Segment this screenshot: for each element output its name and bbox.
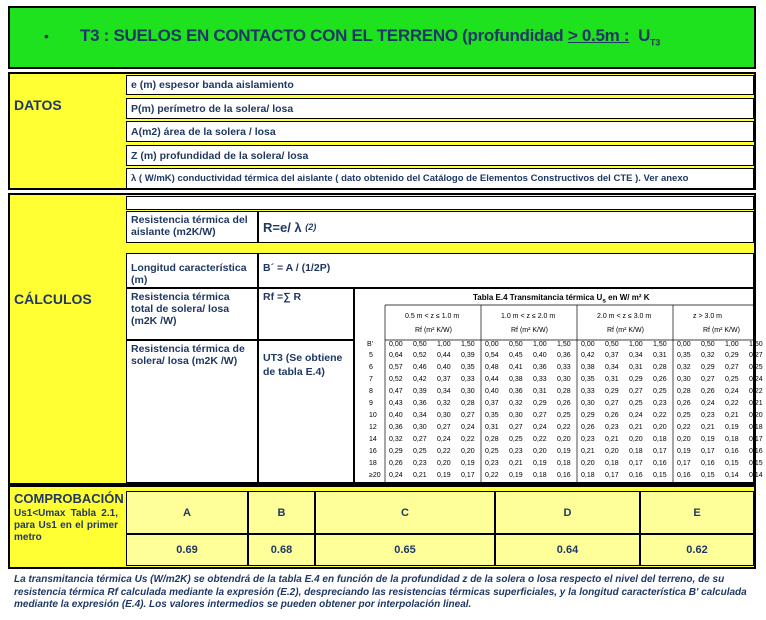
tabla-rf-value: 1,50 <box>557 341 571 348</box>
datos-row-conductividad: λ ( W/mK) conductividad térmica del aislante ( dato obtenido del Catálogo de Elementos Constructivos del CTE ). Ver anexo <box>126 168 754 189</box>
tabla-rf-value: 0,50 <box>509 341 523 348</box>
tabla-cell: 0,39 <box>413 388 427 395</box>
tabla-rf-value: 0,50 <box>413 341 427 348</box>
tabla-cell: 0,21 <box>749 400 763 407</box>
tabla-cell: 0,40 <box>437 364 451 371</box>
tabla-cell: 0,18 <box>557 460 571 467</box>
tabla-cell: 0,20 <box>557 436 571 443</box>
tabla-cell: 0,34 <box>629 352 643 359</box>
tabla-b-value: 18 <box>369 460 377 467</box>
tabla-cell: 0,14 <box>725 472 739 479</box>
tabla-cell: 0,27 <box>461 412 475 419</box>
tabla-cell: 0,20 <box>461 448 475 455</box>
tabla-rf-value: 1,00 <box>437 341 451 348</box>
tabla-cell: 0,36 <box>389 424 403 431</box>
tabla-cell: 0,28 <box>461 400 475 407</box>
comp-header-d: D <box>495 491 640 534</box>
tabla-cell: 0,30 <box>509 412 523 419</box>
tabla-cell: 0,32 <box>389 436 403 443</box>
tabla-b-label: B' <box>367 341 374 348</box>
tabla-cell: 0,29 <box>725 352 739 359</box>
tabla-cell: 0,24 <box>629 412 643 419</box>
comprobacion-label: COMPROBACIÓN <box>14 491 124 506</box>
tabla-cell: 0,22 <box>749 388 763 395</box>
tabla-cell: 0,15 <box>653 472 667 479</box>
tabla-group-header: 0.5 m < z ≤ 1.0 m <box>405 313 460 320</box>
tabla-cell: 0,18 <box>605 460 619 467</box>
tabla-cell: 0,30 <box>461 388 475 395</box>
tabla-cell: 0,24 <box>461 424 475 431</box>
tabla-cell: 0,17 <box>461 472 475 479</box>
comp-header-e: E <box>640 491 754 534</box>
tabla-cell: 0,21 <box>629 424 643 431</box>
datos-row-perimetro: P(m) perímetro de la solera/ losa <box>126 98 754 119</box>
tabla-rf-value: 0,50 <box>701 341 715 348</box>
tabla-rf-value: 0,00 <box>485 341 499 348</box>
tabla-cell: 0,32 <box>701 352 715 359</box>
tabla-cell: 0,23 <box>413 460 427 467</box>
tabla-cell: 0,31 <box>653 352 667 359</box>
calc-formula-ut3: UT3 (Se obtiene de tabla E.4) <box>258 340 354 483</box>
comp-value-a: 0.69 <box>126 534 248 566</box>
tabla-cell: 0,16 <box>629 472 643 479</box>
tabla-cell: 0,31 <box>533 388 547 395</box>
tabla-cell: 0,24 <box>437 436 451 443</box>
footnote: La transmitancia térmica Us (W/m2K) se obtendrá de la tabla E.4 en función de la profundidad z de la solera o losa respecto el nivel del terreno, de su resistencia térmica Rf calculada mediante la expresión (E.2), despreciando las resistencias térmicas superficiales, y la longitud característica B' calculada mediante la expresión (E.4). Los valores intermedios se pueden obtener por interpolación lineal. <box>14 574 747 610</box>
tabla-cell: 0,27 <box>749 352 763 359</box>
tabla-b-value: ≥20 <box>369 472 381 479</box>
tabla-cell: 0,17 <box>701 448 715 455</box>
calc-desc-resistencia-total: Resistencia térmica total de solera/ losa (m2K /W) <box>126 288 258 340</box>
tabla-cell: 0,19 <box>557 448 571 455</box>
tabla-cell: 0,35 <box>461 364 475 371</box>
tabla-cell: 0,45 <box>509 352 523 359</box>
tabla-cell: 0,30 <box>437 412 451 419</box>
tabla-cell: 0,21 <box>725 412 739 419</box>
tabla-cell: 0,34 <box>413 412 427 419</box>
tabla-e4 <box>354 288 763 483</box>
tabla-cell: 0,20 <box>677 436 691 443</box>
tabla-cell: 0,19 <box>677 448 691 455</box>
tabla-cell: 0,25 <box>629 400 643 407</box>
tabla-cell: 0,44 <box>437 352 451 359</box>
tabla-cell: 0,18 <box>725 436 739 443</box>
tabla-cell: 0,28 <box>677 388 691 395</box>
tabla-cell: 0,25 <box>485 448 499 455</box>
tabla-cell: 0,20 <box>749 412 763 419</box>
tabla-cell: 0,26 <box>557 400 571 407</box>
tabla-cell: 0,20 <box>437 460 451 467</box>
tabla-cell: 0,47 <box>389 388 403 395</box>
tabla-cell: 0,22 <box>533 436 547 443</box>
tabla-cell: 0,22 <box>653 412 667 419</box>
tabla-cell: 0,37 <box>605 352 619 359</box>
tabla-cell: 0,20 <box>653 424 667 431</box>
tabla-rf-value: 1,00 <box>629 341 643 348</box>
datos-row-espesor: e (m) espesor banda aislamiento <box>126 75 754 95</box>
tabla-cell: 0,28 <box>485 436 499 443</box>
tabla-cell: 0,33 <box>557 364 571 371</box>
tabla-cell: 0,41 <box>509 364 523 371</box>
tabla-cell: 0,26 <box>677 400 691 407</box>
datos-label: DATOS <box>14 97 62 113</box>
tabla-cell: 0,38 <box>581 364 595 371</box>
tabla-cell: 0,33 <box>461 376 475 383</box>
tabla-cell: 0,35 <box>677 352 691 359</box>
tabla-cell: 0,23 <box>653 400 667 407</box>
tabla-cell: 0,16 <box>749 448 763 455</box>
tabla-cell: 0,19 <box>533 460 547 467</box>
tabla-cell: 0,16 <box>677 472 691 479</box>
tabla-cell: 0,34 <box>605 364 619 371</box>
tabla-cell: 0,28 <box>653 364 667 371</box>
tabla-cell: 0,18 <box>629 448 643 455</box>
tabla-cell: 0,20 <box>629 436 643 443</box>
tabla-cell: 0,19 <box>701 436 715 443</box>
tabla-cell: 0,25 <box>509 436 523 443</box>
tabla-cell: 0,38 <box>509 376 523 383</box>
calc-formula-resistencia-total: Rf =∑ R <box>258 288 354 340</box>
comp-value-e: 0.62 <box>640 534 754 566</box>
calc-desc-resistencia-aislante: Resistencia térmica del aislante (m2K/W) <box>126 211 258 243</box>
tabla-cell: 0,23 <box>605 424 619 431</box>
tabla-rf-value: 0,00 <box>677 341 691 348</box>
tabla-cell: 0,39 <box>461 352 475 359</box>
tabla-cell: 0,21 <box>605 436 619 443</box>
tabla-b-value: 6 <box>369 364 373 371</box>
tabla-cell: 0,16 <box>725 448 739 455</box>
tabla-cell: 0,30 <box>413 424 427 431</box>
tabla-cell: 0,30 <box>677 376 691 383</box>
tabla-cell: 0,29 <box>605 388 619 395</box>
tabla-cell: 0,27 <box>701 376 715 383</box>
tabla-cell: 0,36 <box>533 364 547 371</box>
tabla-cell: 0,27 <box>629 388 643 395</box>
tabla-cell: 0,29 <box>389 448 403 455</box>
tabla-cell: 0,25 <box>749 364 763 371</box>
tabla-cell: 0,22 <box>725 400 739 407</box>
tabla-cell: 0,29 <box>629 376 643 383</box>
bullet-icon: • <box>44 28 49 44</box>
calc-desc-longitud: Longitud característica (m) <box>126 253 258 288</box>
tabla-cell: 0,17 <box>629 460 643 467</box>
datos-row-area: A(m2) área de la solera / losa <box>126 121 754 142</box>
tabla-cell: 0,17 <box>653 448 667 455</box>
tabla-rf-value: 0,00 <box>389 341 403 348</box>
tabla-cell: 0,36 <box>509 388 523 395</box>
tabla-cell: 0,22 <box>485 472 499 479</box>
tabla-rf-label: Rf (m² K/W) <box>511 327 548 334</box>
tabla-cell: 0,33 <box>581 388 595 395</box>
tabla-cell: 0,54 <box>485 352 499 359</box>
tabla-cell: 0,35 <box>485 412 499 419</box>
tabla-rf-value: 1,50 <box>749 341 763 348</box>
tabla-cell: 0,25 <box>725 376 739 383</box>
comp-value-d: 0.64 <box>495 534 640 566</box>
tabla-cell: 0,26 <box>653 376 667 383</box>
tabla-b-value: 16 <box>369 448 377 455</box>
tabla-cell: 0,32 <box>437 400 451 407</box>
tabla-b-value: 14 <box>369 436 377 443</box>
tabla-b-value: 5 <box>369 352 373 359</box>
tabla-cell: 0,27 <box>605 400 619 407</box>
tabla-cell: 0,32 <box>677 364 691 371</box>
tabla-rf-label: Rf (m² K/W) <box>703 327 740 334</box>
comp-header-c: C <box>315 491 495 534</box>
tabla-cell: 0,33 <box>533 376 547 383</box>
tabla-cell: 0,19 <box>437 472 451 479</box>
tabla-cell: 0,21 <box>581 448 595 455</box>
tabla-cell: 0,18 <box>749 424 763 431</box>
tabla-cell: 0,31 <box>485 424 499 431</box>
tabla-cell: 0,22 <box>461 436 475 443</box>
tabla-cell: 0,31 <box>629 364 643 371</box>
tabla-cell: 0,28 <box>557 388 571 395</box>
tabla-e4-title: Tabla E.4 Transmitancia térmica $U_s$ en W/ m² K <box>473 293 650 305</box>
tabla-cell: 0,26 <box>701 388 715 395</box>
tabla-cell: 0,20 <box>533 448 547 455</box>
tabla-cell: 0,19 <box>509 472 523 479</box>
tabla-cell: 0,20 <box>581 460 595 467</box>
tabla-cell: 0,30 <box>581 400 595 407</box>
tabla-cell: 0,25 <box>677 412 691 419</box>
tabla-cell: 0,24 <box>533 424 547 431</box>
tabla-cell: 0,22 <box>437 448 451 455</box>
tabla-cell: 0,17 <box>605 472 619 479</box>
tabla-group-header: 2.0 m < z ≤ 3.0 m <box>597 313 652 320</box>
tabla-rf-label: Rf (m² K/W) <box>607 327 644 334</box>
tabla-cell: 0,36 <box>557 352 571 359</box>
datos-row-profundidad: Z (m) profundidad de la solera/ losa <box>126 145 754 166</box>
tabla-cell: 0,23 <box>509 448 523 455</box>
tabla-cell: 0,26 <box>581 424 595 431</box>
tabla-cell: 0,34 <box>437 388 451 395</box>
tabla-cell: 0,18 <box>533 472 547 479</box>
tabla-cell: 0,16 <box>557 472 571 479</box>
tabla-cell: 0,44 <box>485 376 499 383</box>
comp-value-c: 0.65 <box>315 534 495 566</box>
comp-value-b: 0.68 <box>248 534 315 566</box>
tabla-b-value: 10 <box>369 412 377 419</box>
tabla-cell: 0,35 <box>581 376 595 383</box>
tabla-cell: 0,27 <box>509 424 523 431</box>
tabla-cell: 0,36 <box>413 400 427 407</box>
tabla-cell: 0,17 <box>749 436 763 443</box>
tabla-cell: 0,22 <box>557 424 571 431</box>
tabla-cell: 0,25 <box>653 388 667 395</box>
calc-formula-resistencia-aislante: R=e/ λ (2) <box>258 211 754 243</box>
tabla-cell: 0,14 <box>749 472 763 479</box>
tabla-cell: 0,23 <box>581 436 595 443</box>
comp-header-a: A <box>126 491 248 534</box>
tabla-cell: 0,30 <box>557 376 571 383</box>
calc-formula-longitud: B´ = A / (1/2P) <box>258 253 754 288</box>
calculos-top-strip <box>126 196 754 210</box>
tabla-b-value: 9 <box>369 400 373 407</box>
tabla-b-value: 8 <box>369 388 373 395</box>
tabla-cell: 0,29 <box>581 412 595 419</box>
tabla-rf-label: Rf (m² K/W) <box>415 327 452 334</box>
tabla-cell: 0,18 <box>653 436 667 443</box>
tabla-cell: 0,16 <box>701 460 715 467</box>
tabla-cell: 0,21 <box>701 424 715 431</box>
tabla-cell: 0,24 <box>389 472 403 479</box>
tabla-cell: 0,37 <box>485 400 499 407</box>
tabla-cell: 0,26 <box>389 460 403 467</box>
tabla-rf-value: 1,00 <box>533 341 547 348</box>
tabla-cell: 0,42 <box>581 352 595 359</box>
calc-desc-resistencia-solera: Resistencia térmica de solera/ losa (m2K /W) <box>126 340 258 483</box>
comp-header-b: B <box>248 491 315 534</box>
calculos-label: CÁLCULOS <box>14 291 92 307</box>
tabla-cell: 0,40 <box>389 412 403 419</box>
tabla-group-header: 1.0 m < z ≤ 2.0 m <box>501 313 556 320</box>
tabla-cell: 0,48 <box>485 364 499 371</box>
section-title: T3 : SUELOS EN CONTACTO CON EL TERRENO (profundidad > 0.5m : $U_{T3}$ <box>80 26 660 48</box>
tabla-cell: 0,15 <box>725 460 739 467</box>
tabla-cell: 0,23 <box>485 460 499 467</box>
tabla-cell: 0,52 <box>389 376 403 383</box>
tabla-cell: 0,31 <box>605 376 619 383</box>
comprobacion-sublabel: Us1<Umax Tabla 2.1, para Us1 en el primer metro <box>14 508 118 543</box>
tabla-cell: 0,46 <box>413 364 427 371</box>
section-title-bar <box>8 6 756 69</box>
tabla-cell: 0,27 <box>413 436 427 443</box>
tabla-cell: 0,20 <box>605 448 619 455</box>
tabla-cell: 0,15 <box>749 460 763 467</box>
tabla-cell: 0,21 <box>509 460 523 467</box>
tabla-cell: 0,29 <box>701 364 715 371</box>
tabla-cell: 0,23 <box>701 412 715 419</box>
tabla-cell: 0,32 <box>509 400 523 407</box>
tabla-cell: 0,24 <box>749 376 763 383</box>
tabla-cell: 0,19 <box>725 424 739 431</box>
tabla-cell: 0,64 <box>389 352 403 359</box>
tabla-group-header: z > 3.0 m <box>693 313 722 320</box>
tabla-cell: 0,26 <box>605 412 619 419</box>
tabla-cell: 0,43 <box>389 400 403 407</box>
tabla-rf-value: 1,50 <box>653 341 667 348</box>
tabla-cell: 0,17 <box>677 460 691 467</box>
tabla-cell: 0,27 <box>725 364 739 371</box>
tabla-cell: 0,52 <box>413 352 427 359</box>
tabla-b-value: 7 <box>369 376 373 383</box>
tabla-rf-value: 0,50 <box>605 341 619 348</box>
tabla-cell: 0,29 <box>533 400 547 407</box>
tabla-cell: 0,25 <box>413 448 427 455</box>
tabla-cell: 0,18 <box>581 472 595 479</box>
tabla-cell: 0,57 <box>389 364 403 371</box>
tabla-cell: 0,24 <box>725 388 739 395</box>
tabla-cell: 0,22 <box>677 424 691 431</box>
tabla-cell: 0,25 <box>557 412 571 419</box>
tabla-cell: 0,24 <box>701 400 715 407</box>
tabla-rf-value: 1,50 <box>461 341 475 348</box>
tabla-cell: 0,27 <box>533 412 547 419</box>
tabla-cell: 0,40 <box>485 388 499 395</box>
tabla-b-value: 12 <box>369 424 377 431</box>
tabla-rf-value: 0,00 <box>581 341 595 348</box>
tabla-cell: 0,37 <box>437 376 451 383</box>
tabla-rf-value: 1,00 <box>725 341 739 348</box>
tabla-cell: 0,19 <box>461 460 475 467</box>
tabla-cell: 0,15 <box>701 472 715 479</box>
tabla-cell: 0,27 <box>437 424 451 431</box>
tabla-cell: 0,40 <box>533 352 547 359</box>
tabla-cell: 0,16 <box>653 460 667 467</box>
tabla-cell: 0,42 <box>413 376 427 383</box>
tabla-cell: 0,21 <box>413 472 427 479</box>
